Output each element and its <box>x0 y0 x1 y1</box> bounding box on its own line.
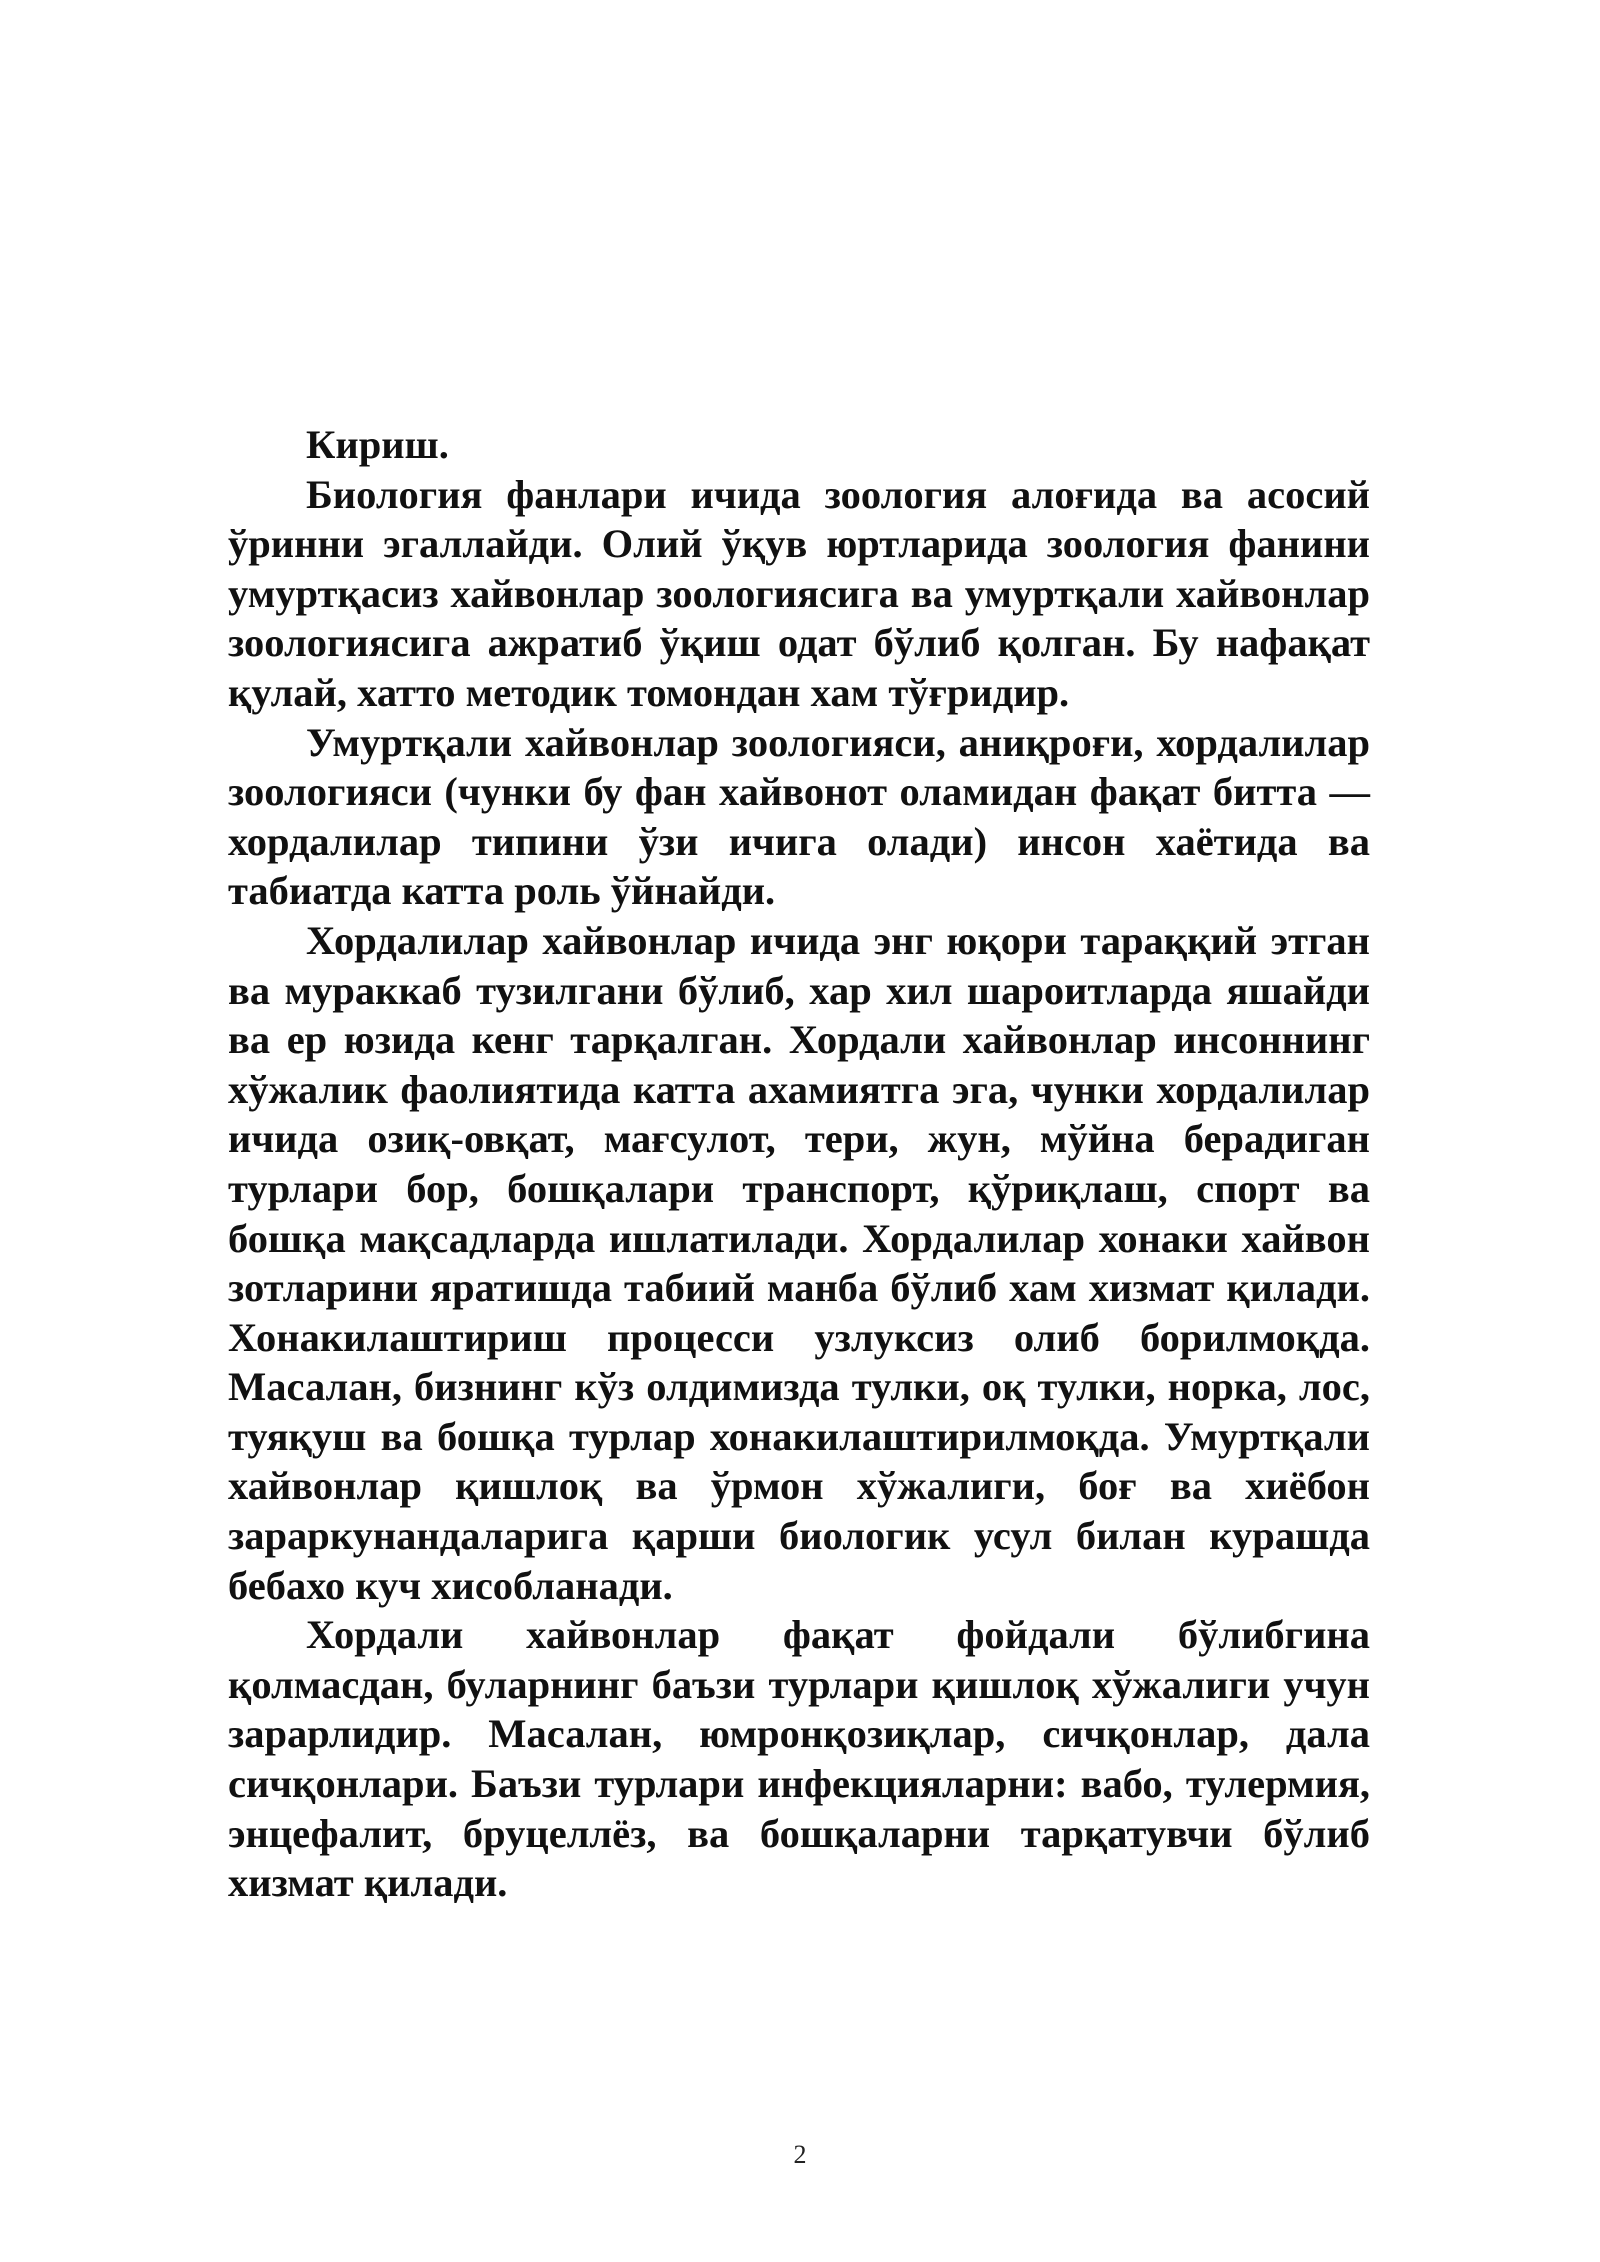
paragraph-4: Хордали хайвонлар фақат фойдали бўлибгина қолмасдан, буларнинг баъзи турлари қишлоқ хўжалиги учун зарарлидир. Масалан, юмронқозиқлар, сичқонлар, дала сичқонлари. Баъзи турлари инфекцияларни: вабо, тулермия, энцефалит, бруцеллёз, ва бошқаларни тарқатувчи бўлиб хизмат қилади. <box>228 1612 1370 1906</box>
page-number: 2 <box>793 2140 807 2169</box>
document-body <box>228 420 1370 1908</box>
paragraph-2: Умуртқали хайвонлар зоологияси, аниқроғи, хордалилар зоологияси (чунки бу фан хайвонот оламидан фақат битта — хордалилар типини ўзи ичига олади) инсон хаётида ва табиатда катта роль ўйнайди. <box>228 719 1370 914</box>
paragraph-1: Биология фанлари ичида зоология алоғида ва асосий ўринни эгаллайди. Олий ўқув юртларида зоология фанини умуртқасиз хайвонлар зоологиясига ва умуртқали хайвонлар зоологиясига ажратиб ўқиш одат бўлиб қолган. Бу нафақат қулай, хатто методик томондан хам тўғридир. <box>228 471 1370 715</box>
section-heading: Кириш. <box>306 422 449 467</box>
paragraph-3: Хордалилар хайвонлар ичида энг юқори тараққий этган ва мураккаб тузилгани бўлиб, хар хил шароитларда яшайди ва ер юзида кенг тарқалган. Хордали хайвонлар инсоннинг хўжалик фаолиятида катта ахамиятга эга, чунки хордалилар ичида озиқ-овқат, мағсулот, тери, жун, мўйна берадиган турлари бор, бошқалари транспорт, қўриқлаш, спорт ва бошқа мақсадларда ишлатилади. Хордалилар хонаки хайвон зотларини яратишда табиий манба бўлиб хам хизмат қилади. Хонакилаштириш процесси узлуксиз олиб борилмоқда. Масалан, бизнинг кўз олдимизда тулки, оқ тулки, норка, лос, туяқуш ва бошқа турлар хонакилаштирилмоқда. Умуртқали хайвонлар қишлоқ ва ўрмон хўжалиги, боғ ва хиёбон зараркунандаларига қарши биологик усул билан курашда бебахо куч хисобланади. <box>228 917 1370 1608</box>
